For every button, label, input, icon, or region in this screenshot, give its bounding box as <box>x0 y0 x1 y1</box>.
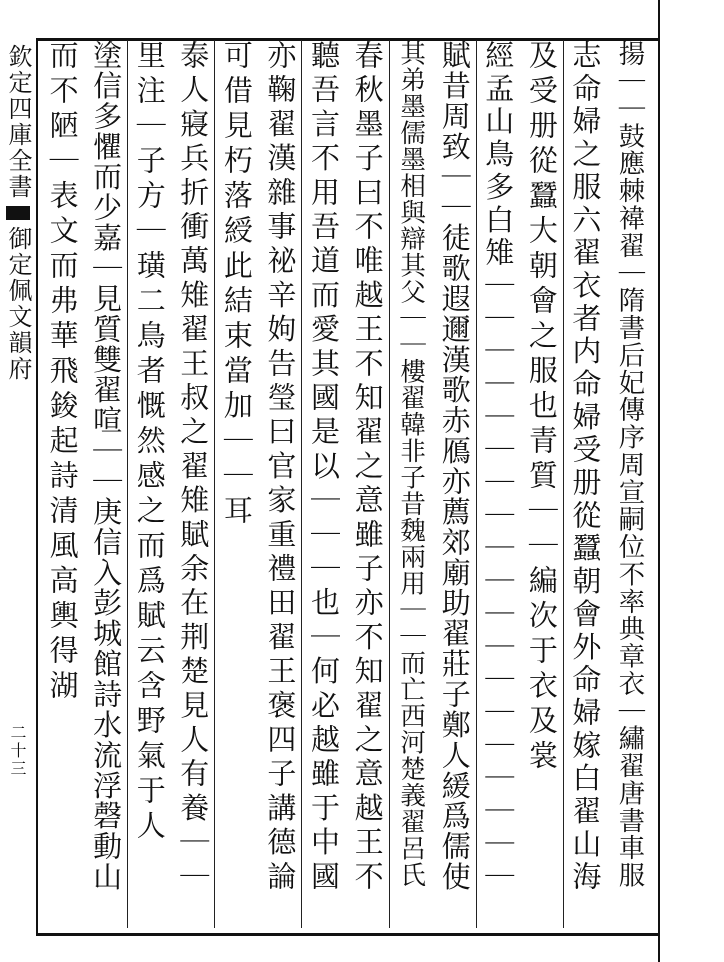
text-column <box>519 40 563 928</box>
column-text: 春秋墨子曰不唯越王不知翟之意雖子亦不知翟之意越王不 <box>350 40 385 895</box>
gutter-line <box>658 0 660 962</box>
text-column <box>40 40 84 928</box>
column-text: 其弟墨儒墨相與辯其父｜｜樓翟韓非子昔魏兩用｜｜而亡西河楚義翟呂氏 <box>396 40 427 888</box>
column-text: 賦昔周致｜｜徒歌遐邇漢歌赤鴈亦薦郊廟助翟莊子鄭人緩爲儒使 <box>437 40 472 892</box>
text-column <box>389 40 433 928</box>
text-column <box>258 40 302 928</box>
column-text: 聽吾言不用吾道而愛其國是以｜｜｜也｜何必越雖于中國 <box>307 40 341 895</box>
column-divider <box>301 40 302 928</box>
column-text: 志命婦之服六翟衣者内命婦受册從蠶朝會外命婦嫁白翟山海 <box>568 40 603 894</box>
column-text: 而不陋｜表文而弗華飛鋑起詩清風高輿得湖 <box>45 40 80 705</box>
text-column <box>563 40 607 928</box>
text-column <box>345 40 389 928</box>
column-divider <box>563 40 564 928</box>
text-column <box>432 40 476 928</box>
text-column <box>301 40 345 928</box>
column-text: 里注｜子方｜璜二鳥者慨然感之而爲賦云含野氣于人 <box>132 40 167 845</box>
column-text: 經孟山鳥多白雉｜｜｜｜｜｜｜｜｜｜｜｜｜｜｜｜｜｜｜ <box>481 40 516 894</box>
text-column <box>606 40 650 928</box>
text-column <box>127 40 171 928</box>
column-divider <box>214 40 215 928</box>
page-number: 二十三 <box>8 724 27 778</box>
column-divider <box>127 40 128 928</box>
text-column <box>214 40 258 928</box>
column-divider <box>476 40 477 928</box>
column-text: 揚｜｜鼓應棘褘翟｜隋書后妃傳序周宣嗣位不率典章衣｜繡翟唐書車服 <box>614 40 644 889</box>
column-text: 塗信多懼而少嘉｜見質雙翟喧｜｜庚信入彭城館詩水流浮磬動山 <box>89 40 124 892</box>
book-title: 御定佩文韻府 <box>4 226 32 382</box>
margin-column <box>2 44 34 924</box>
text-column <box>84 40 128 928</box>
fish-tail-mark <box>6 206 30 220</box>
text-column <box>171 40 215 928</box>
text-column <box>476 40 520 928</box>
column-text: 及受册從蠶大朝會之服也青質｜｜編次于衣及裳 <box>524 40 559 775</box>
library-title: 欽定四庫全書 <box>4 44 32 200</box>
column-text: 泰人寢兵折衝萬雉翟王叔之翟雉賦余在荆楚見人有養｜｜ <box>176 40 211 895</box>
column-text: 亦鞠翟漢雜事祕辛姁告瑩曰官家重禮田翟王褒四子講德論 <box>263 40 298 895</box>
column-divider <box>389 40 390 928</box>
column-text: 可借見朽落綬此結束當加｜｜耳 <box>219 40 254 530</box>
